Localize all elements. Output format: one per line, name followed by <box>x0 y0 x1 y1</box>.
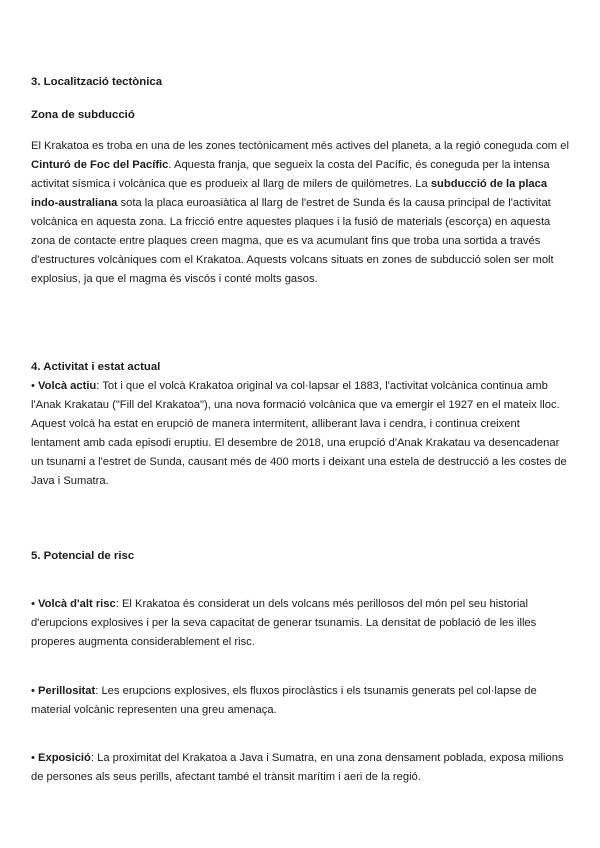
bold-term-subduction: subducció de la placa indo-australiana <box>31 178 548 209</box>
risk-item <box>31 682 571 720</box>
bullet-label: Perillositat <box>38 685 96 697</box>
section-4-paragraph <box>31 377 571 491</box>
bullet: • <box>31 598 39 610</box>
bullet-text: : Tot i que el volcà Krakatoa original va col·lapsar el 1883, l'activitat volcànica continua amb l'Anak Krakatau ("Fill del Krakatoa"), una nova formació volcànica que va emergir el 1927 en el mateix lloc. Aquest volcà ha estat en erupció de manera intermitent, alliberant lava i cendra, i continua creixent lentament amb cada episodi eruptiu. El desembre de 2018, una erupció d'Anak Krakatau va desencadenar un tsunami a l'estret de Sunda, causant més de 400 morts i deixant una estela de destrucció a les costes de Java i Sumatra. <box>31 380 567 487</box>
risk-item <box>31 595 571 652</box>
bold-term-pacific-ring: Cinturó de Foc del Pacífic <box>31 159 169 171</box>
section-5-heading: 5. Potencial de risc <box>31 550 135 562</box>
bullet-text: : La proximitat del Krakatoa a Java i Sumatra, en una zona densament poblada, exposa milions de persones als seus perills, afectant també el trànsit marítim i aeri de la regió. <box>31 752 564 783</box>
paragraph-text: . Aquesta franja, que segueix la costa del Pacífic, és coneguda per la intensa activitat sísmica i volcànica que es produeix al llarg de milers de quilòmetres. La <box>31 159 550 190</box>
bullet-text: : Les erupcions explosives, els fluxos piroclàstics i els tsunamis generats pel col·lapse de material volcànic representen una greu amenaça. <box>31 685 537 716</box>
paragraph-text: El Krakatoa es troba en una de les zones tectònicament més actives del planeta, a la regió coneguda com el <box>31 140 569 152</box>
bullet-text: : El Krakatoa és considerat un dels volcans més perillosos del món pel seu historial d'erupcions explosives i per la seva capacitat de generar tsunamis. La densitat de població de les illes properes augmenta considerablement el risc. <box>31 598 537 648</box>
risk-item <box>31 749 571 787</box>
section-3-heading: 3. Localització tectònica <box>31 76 163 88</box>
section-3-paragraph <box>31 137 571 289</box>
bullet: • <box>31 685 39 697</box>
bullet: • <box>31 752 39 764</box>
section-4-heading: 4. Activitat i estat actual <box>31 361 161 373</box>
bullet-label: Exposició <box>38 752 91 764</box>
bullet-label: Volcà actiu <box>38 380 97 392</box>
section-3-subheading: Zona de subducció <box>31 109 135 121</box>
bullet-label: Volcà d'alt risc <box>38 598 116 610</box>
paragraph-text: sota la placa euroasiàtica al llarg de l'estret de Sunda és la causa principal de l'activitat volcànica en aquesta zona. La fricció entre aquestes plaques i la fusió de materials (escorça) en aquesta zona de contacte entre plaques creen magma, que es va acumulant fins que troba una sortida a través d'estructures volcàniques com el Krakatoa. Aquests volcans situats en zones de subducció solen ser molt explosius, ja que el magma és viscós i conté molts gasos. <box>31 197 554 285</box>
bullet: • <box>31 380 39 392</box>
